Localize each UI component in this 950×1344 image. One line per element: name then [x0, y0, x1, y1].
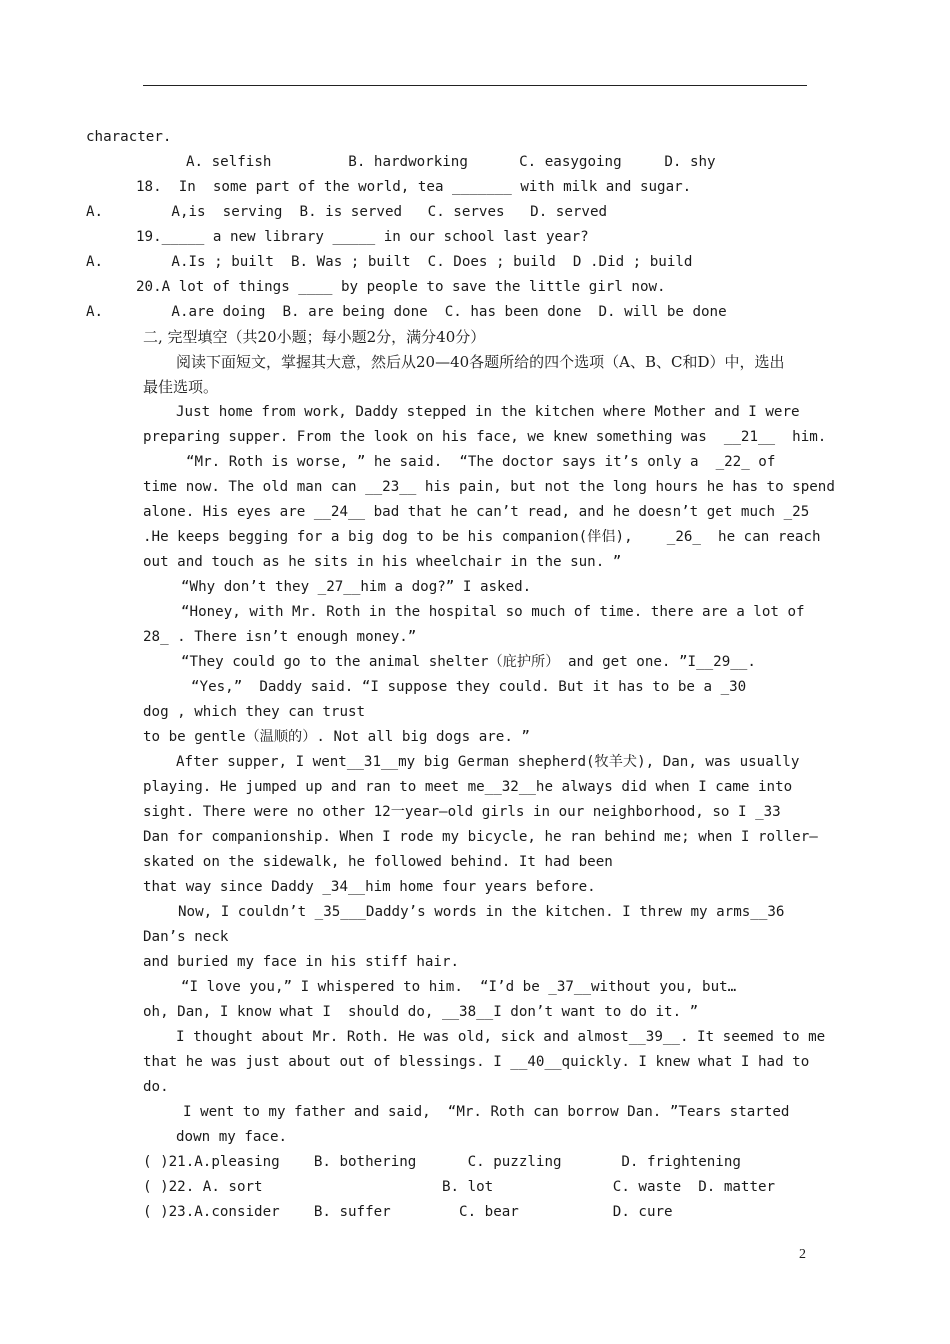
passage-line: do. — [143, 1079, 169, 1095]
question-19: 19._____ a new library _____ in our school last year? — [136, 229, 589, 245]
passage-line: oh, Dan, I know what I should do, __38__I don’t want to do it. ” — [143, 1004, 699, 1020]
instructions-cont: 最佳选项。 — [143, 378, 219, 396]
passage-line: preparing supper. From the look on his face, we knew something was __21__ him. — [143, 429, 827, 445]
passage-line: Dan for companionship. When I rode my bicycle, he ran behind me; when I roller— — [143, 829, 818, 845]
passage-line: sight. There were no other 12一year—old girls in our neighborhood, so I _33 — [143, 804, 781, 820]
passage-line: “Why don’t they _27__him a dog?” I asked. — [181, 579, 532, 595]
answer-row-21: ( )21.A.pleasing B. bothering C. puzzling D. frightening — [143, 1154, 741, 1170]
passage-line: I went to my father and said, “Mr. Roth can borrow Dan. ”Tears started — [183, 1104, 790, 1120]
passage-line: “Yes,” Daddy said. “I suppose they could. But it has to be a _30 — [191, 679, 747, 695]
passage-line: down my face. — [176, 1129, 288, 1145]
answer-row-23: ( )23.A.consider B. suffer C. bear D. cure — [143, 1204, 673, 1220]
passage-line: that he was just about out of blessings. I __40__quickly. I knew what I had to — [143, 1054, 810, 1070]
header-rule — [143, 85, 807, 86]
passage-line: out and touch as he sits in his wheelchair in the sun. ” — [143, 554, 622, 570]
passage-line: Now, I couldn’t _35___Daddy’s words in the kitchen. I threw my arms__36 — [178, 904, 785, 920]
passage-line: “They could go to the animal shelter（庇护所） and get one. ”I__29__. — [181, 654, 756, 670]
options-20: A. A.are doing B. are being done C. has been done D. will be done — [86, 304, 727, 320]
passage-line: I thought about Mr. Roth. He was old, sick and almost__39__. It seemed to me — [176, 1029, 826, 1045]
passage-line: dog , which they can trust — [143, 704, 366, 720]
passage-line: “Mr. Roth is worse, ” he said. “The doctor says it’s only a _22_ of — [186, 454, 776, 470]
answer-row-22: ( )22. A. sort B. lot C. waste D. matter — [143, 1179, 776, 1195]
passage-line: time now. The old man can __23__ his pain, but not the long hours he has to spend — [143, 479, 835, 495]
passage-line: skated on the sidewalk, he followed behind. It had been — [143, 854, 613, 870]
passage-line: “I love you,” I whispered to him. “I’d be _37__without you, but… — [181, 979, 737, 995]
question-20: 20.A lot of things ____ by people to save the little girl now. — [136, 279, 666, 295]
passage-line: that way since Daddy _34__him home four years before. — [143, 879, 596, 895]
passage-line: Just home from work, Daddy stepped in the kitchen where Mother and I were — [176, 404, 800, 420]
text-line: character. — [86, 129, 172, 145]
passage-line: to be gentle（温顺的）. Not all big dogs are. ” — [143, 729, 530, 745]
passage-line: .He keeps begging for a big dog to be his companion(伴侣), _26_ he can reach — [143, 529, 821, 545]
passage-line: “Honey, with Mr. Roth in the hospital so much of time. there are a lot of — [181, 604, 805, 620]
question-18: 18. In some part of the world, tea _______ with milk and sugar. — [136, 179, 692, 195]
option-line: A. selfish B. hardworking C. easygoing D. shy — [186, 154, 716, 170]
passage-line: alone. His eyes are __24__ bad that he can’t read, and he doesn’t get much _25 — [143, 504, 810, 520]
options-18: A. A,is serving B. is served C. serves D. served — [86, 204, 608, 220]
options-19: A. A.Is ; built B. Was ; built C. Does ; build D .Did ; build — [86, 254, 693, 270]
page-number: 2 — [799, 1247, 806, 1262]
section-heading: 二, 完型填空（共20小题；每小题2分，满分40分） — [143, 328, 486, 346]
passage-line: playing. He jumped up and ran to meet me__32__he always did when I came into — [143, 779, 793, 795]
passage-line: and buried my face in his stiff hair. — [143, 954, 460, 970]
passage-line: After supper, I went__31__my big German shepherd(牧羊犬), Dan, was usually — [176, 754, 800, 770]
passage-line: Dan’s neck — [143, 929, 229, 945]
passage-line: 28_ . There isn’t enough money.” — [143, 629, 417, 645]
instructions: 阅读下面短文，掌握其大意，然后从20—40各题所给的四个选项（A、B、C和D）中，选出 — [176, 353, 785, 371]
